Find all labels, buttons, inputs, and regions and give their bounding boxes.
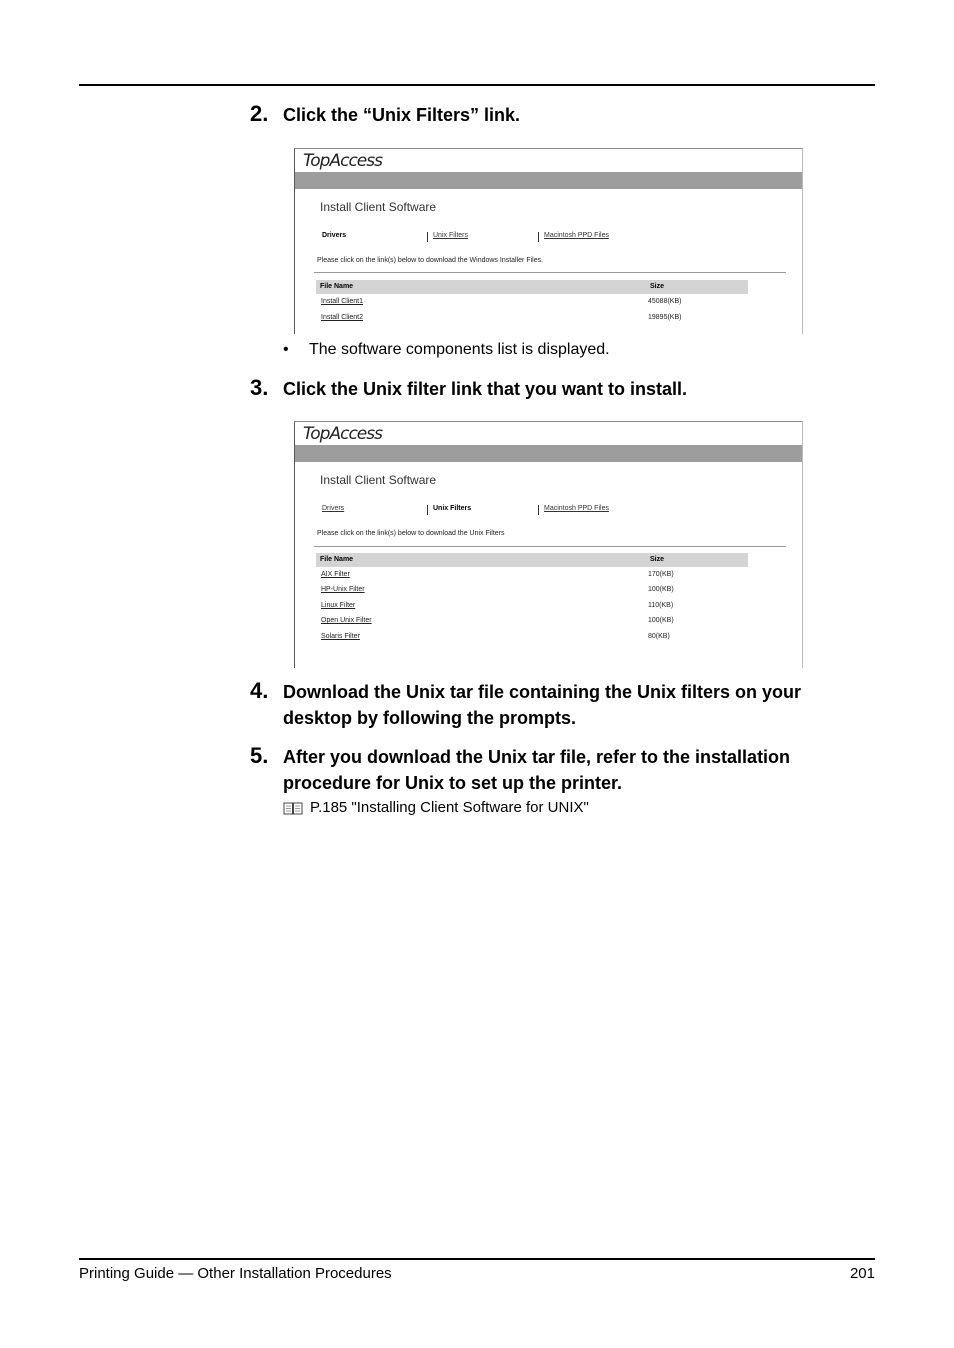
tab-separator bbox=[538, 232, 539, 242]
step-4-line-1: Download the Unix tar file containing the Unix filters on your bbox=[283, 682, 802, 702]
tab-drivers[interactable]: Drivers bbox=[322, 232, 347, 239]
footer-rule bbox=[79, 1258, 875, 1260]
file-size: 110(KB) bbox=[648, 602, 674, 609]
step-3-number: 3. bbox=[250, 375, 269, 400]
divider bbox=[314, 546, 786, 547]
reference-link[interactable]: P.185 "Installing Client Software for UNIX" bbox=[310, 799, 589, 816]
column-size: Size bbox=[650, 556, 665, 563]
file-size: 100(KB) bbox=[648, 586, 674, 593]
step-4-line-2: desktop by following the prompts. bbox=[283, 708, 577, 728]
topaccess-screenshot-drivers bbox=[294, 148, 803, 334]
tab-separator bbox=[427, 232, 428, 242]
page-title: Install Client Software bbox=[320, 473, 437, 487]
tab-unix-filters[interactable]: Unix Filters bbox=[433, 505, 472, 512]
divider bbox=[314, 272, 786, 273]
column-size: Size bbox=[650, 283, 665, 290]
step-2-text: Click the “Unix Filters” link. bbox=[283, 105, 521, 125]
bullet-marker: • bbox=[283, 341, 289, 358]
description-text: Please click on the link(s) below to download the Windows Installer Files. bbox=[317, 257, 544, 264]
file-link[interactable]: Install Client1 bbox=[321, 298, 364, 305]
column-file-name: File Name bbox=[320, 283, 354, 290]
file-link[interactable]: AIX Filter bbox=[321, 571, 350, 578]
topaccess-screenshot-unix-filters bbox=[294, 421, 803, 668]
step-5-line-1: After you download the Unix tar file, refer to the installation bbox=[283, 747, 791, 767]
file-link[interactable]: Linux Filter bbox=[321, 602, 356, 609]
file-link[interactable]: HP-Unix Filter bbox=[321, 586, 365, 593]
tab-unix-filters[interactable]: Unix Filters bbox=[433, 232, 469, 239]
tab-macintosh-ppd-files[interactable]: Macintosh PPD Files bbox=[544, 505, 609, 512]
step-4-number: 4. bbox=[250, 678, 269, 703]
file-size: 19895(KB) bbox=[648, 314, 682, 321]
step-5-number: 5. bbox=[250, 743, 269, 768]
topaccess-logo: TopAccess bbox=[303, 424, 382, 444]
step-5-line-2: procedure for Unix to set up the printer. bbox=[283, 773, 623, 793]
header-band bbox=[295, 172, 802, 189]
file-size: 170(KB) bbox=[648, 571, 674, 578]
file-size: 45088(KB) bbox=[648, 298, 682, 305]
file-size: 100(KB) bbox=[648, 617, 674, 624]
table-header bbox=[316, 280, 748, 294]
book-icon bbox=[283, 801, 303, 816]
tab-macintosh-ppd-files[interactable]: Macintosh PPD Files bbox=[544, 232, 609, 239]
header-band bbox=[295, 445, 802, 462]
step-4-text bbox=[283, 679, 801, 731]
tab-separator bbox=[427, 505, 428, 515]
tab-drivers[interactable]: Drivers bbox=[322, 505, 345, 512]
topaccess-logo: TopAccess bbox=[303, 151, 382, 171]
page-number: 201 bbox=[849, 1265, 875, 1282]
file-link[interactable]: Open Unix Filter bbox=[321, 617, 372, 624]
description-text: Please click on the link(s) below to download the Unix Filters bbox=[317, 530, 505, 537]
page-title: Install Client Software bbox=[320, 200, 437, 214]
step-2-number: 2. bbox=[250, 101, 269, 126]
table-header bbox=[316, 553, 748, 567]
file-link[interactable]: Install Client2 bbox=[321, 314, 364, 321]
file-size: 80(KB) bbox=[648, 633, 670, 640]
column-file-name: File Name bbox=[320, 556, 354, 563]
footer-title: Printing Guide — Other Installation Procedures bbox=[79, 1265, 392, 1282]
bullet-text: The software components list is displayed. bbox=[309, 341, 610, 358]
tab-separator bbox=[538, 505, 539, 515]
top-rule bbox=[79, 84, 875, 86]
step-5-text bbox=[283, 744, 790, 796]
file-link[interactable]: Solaris Filter bbox=[321, 633, 360, 640]
step-3-text: Click the Unix filter link that you want to install. bbox=[283, 379, 688, 399]
